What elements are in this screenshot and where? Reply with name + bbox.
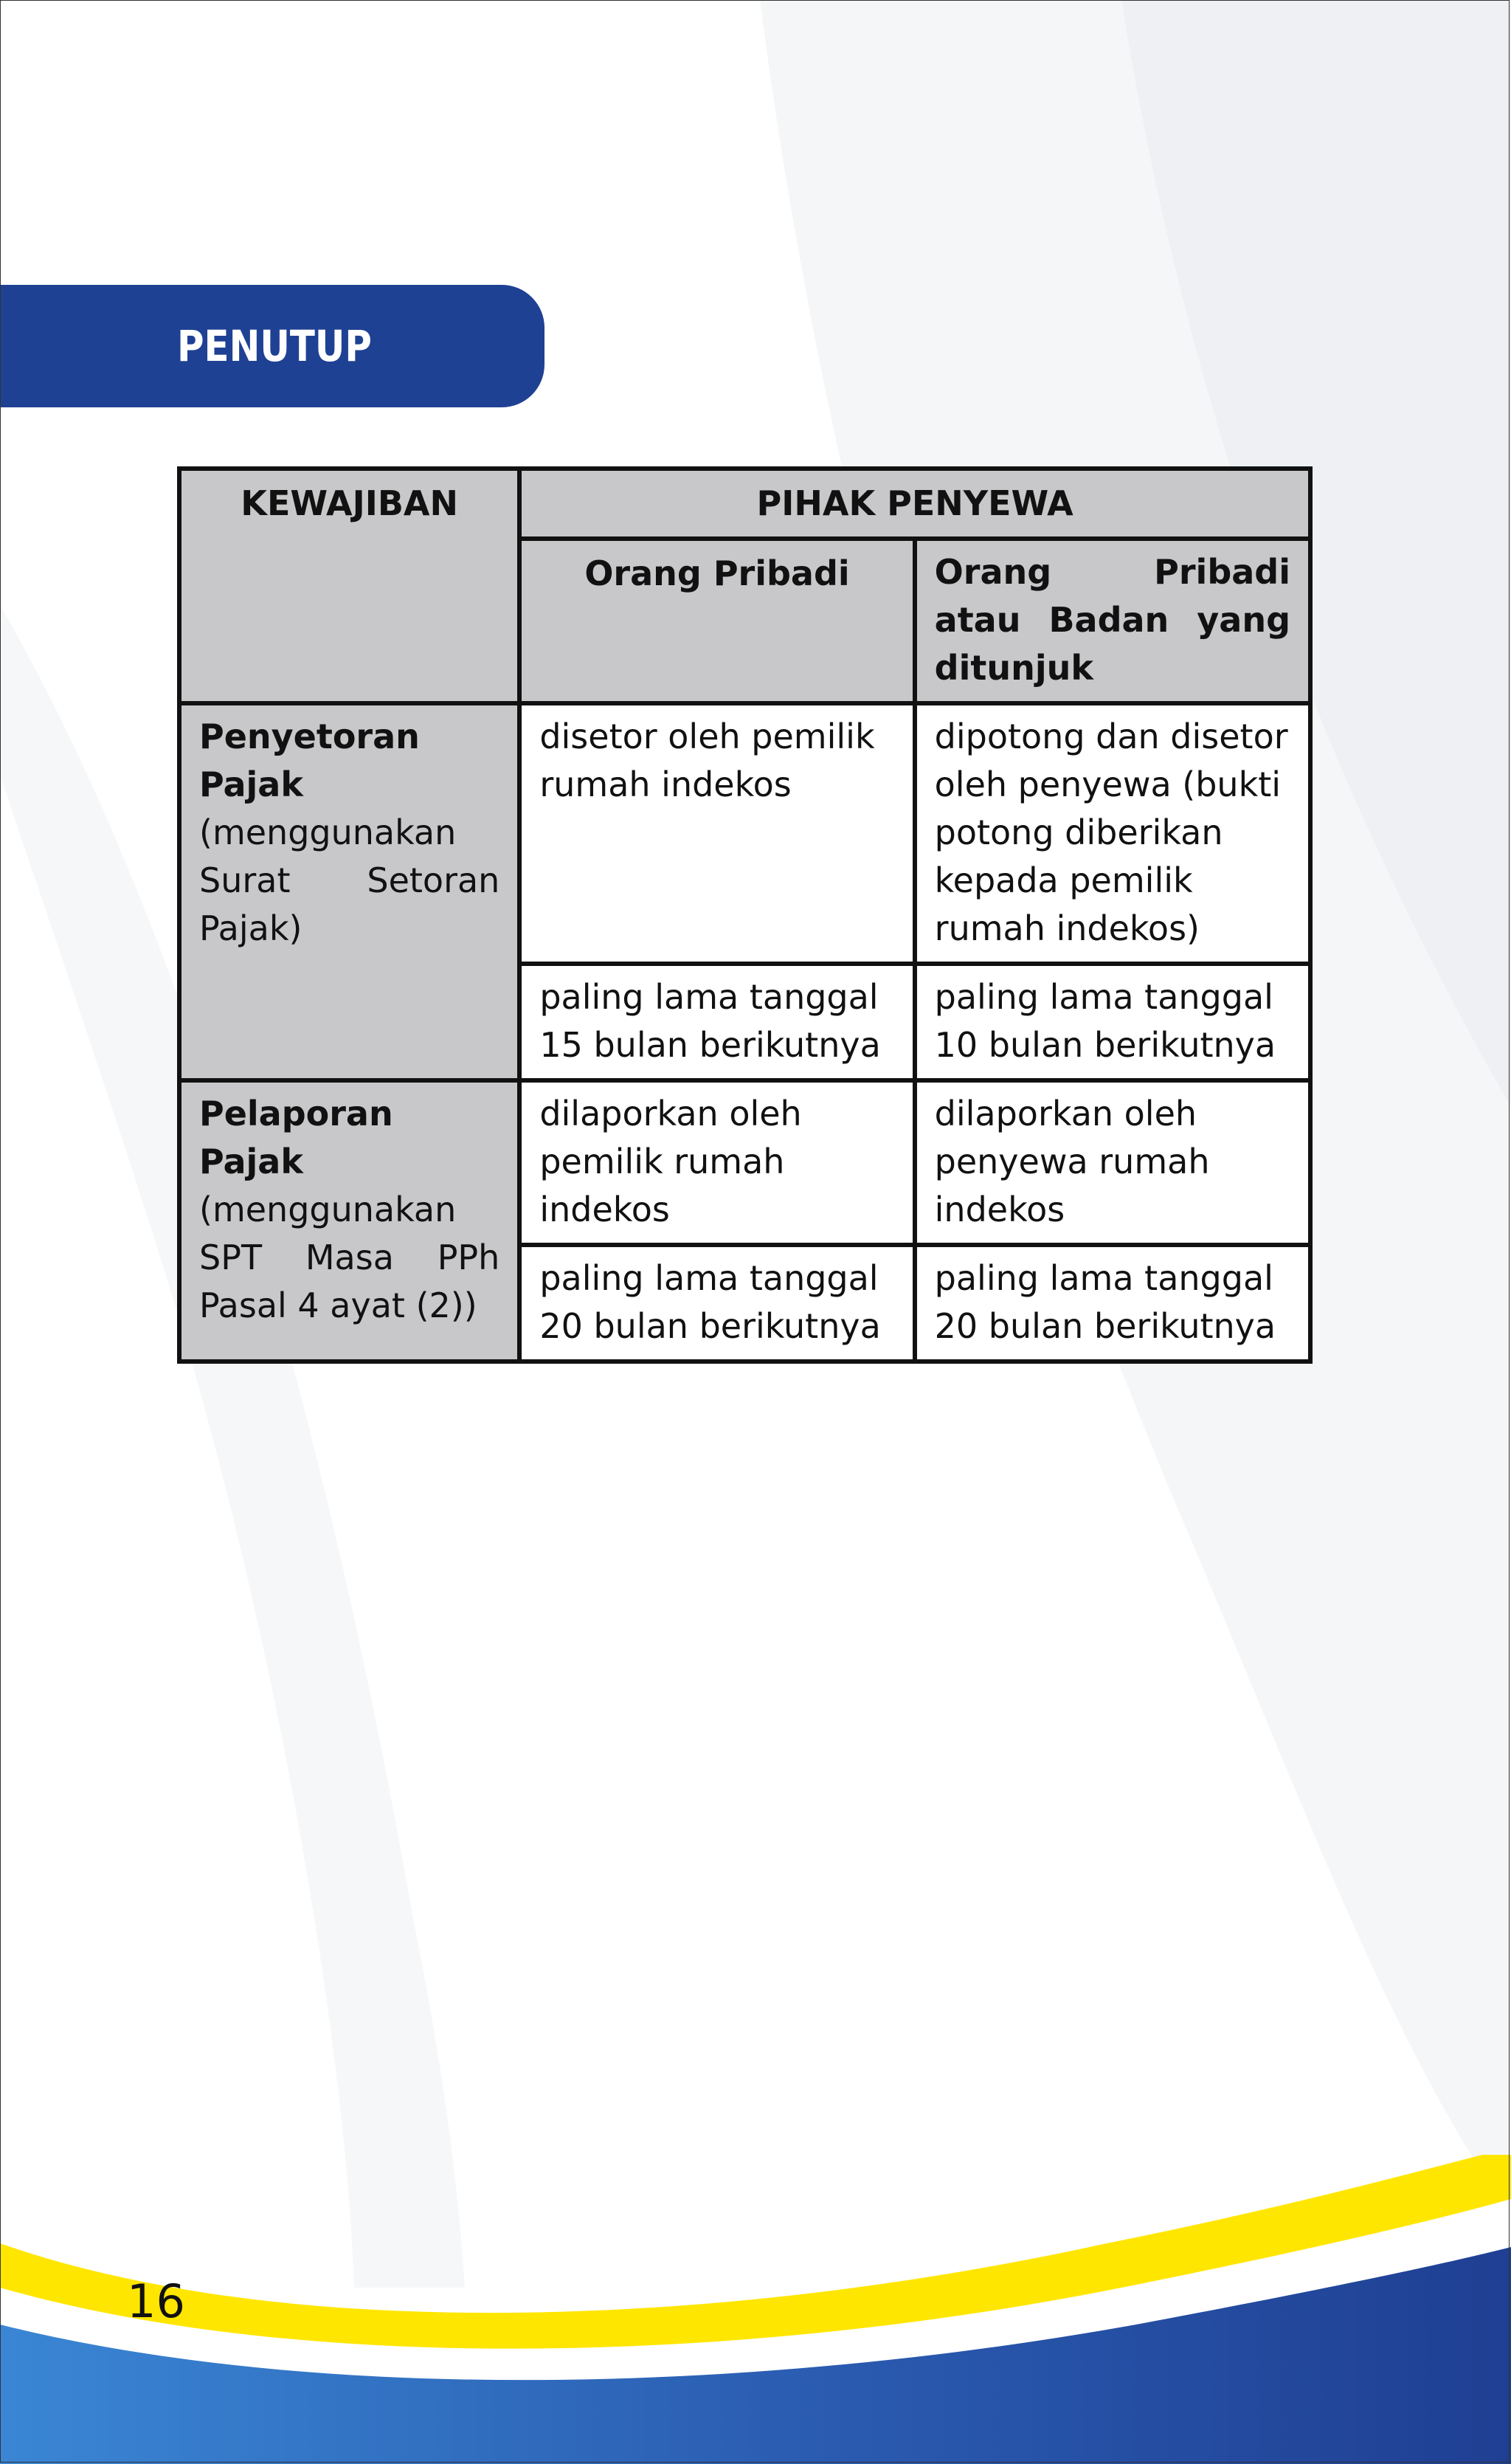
row-label-penyetoran <box>179 703 519 1080</box>
cell-penyetoran-pribadi-1: disetor oleh pemilik rumah indekos <box>519 703 914 964</box>
cell-pelaporan-pribadi-1: dilaporkan oleh pemilik rumah indekos <box>519 1080 914 1245</box>
pelaporan-title: Pelaporan Pajak <box>199 1094 393 1181</box>
page-number: 16 <box>127 2274 185 2328</box>
pelaporan-detail: (menggunakan SPT Masa PPh Pasal 4 ayat (2)) <box>199 1190 500 1325</box>
cell-penyetoran-badan-2: paling lama tanggal 10 bulan berikutnya <box>915 964 1310 1080</box>
penyetoran-title: Penyetoran Pajak <box>199 717 420 804</box>
cell-penyetoran-badan-1: dipotong dan disetor oleh penyewa (bukti potong diberikan kepada pemilik rumah indekos) <box>915 703 1310 964</box>
bottom-wave-decoration <box>0 2155 1511 2464</box>
penyetoran-detail: (menggunakan Surat Setoran Pajak) <box>199 812 500 948</box>
section-title: PENUTUP <box>177 321 372 371</box>
cell-penyetoran-pribadi-2: paling lama tanggal 15 bulan berikutnya <box>519 964 914 1080</box>
header-orang-pribadi: Orang Pribadi <box>519 539 914 703</box>
cell-pelaporan-badan-2: paling lama tanggal 20 bulan berikutnya <box>915 1245 1310 1362</box>
tax-obligations-table <box>177 466 1313 1364</box>
row-label-pelaporan <box>179 1080 519 1362</box>
section-header-tab <box>0 285 544 407</box>
header-orang-pribadi-badan: Orang Pribadi atau Badan yang ditunjuk <box>915 539 1310 703</box>
header-kewajiban: KEWAJIBAN <box>179 469 519 703</box>
table-row <box>179 703 1310 964</box>
table-header-row <box>179 469 1310 539</box>
cell-pelaporan-pribadi-2: paling lama tanggal 20 bulan berikutnya <box>519 1245 914 1362</box>
header-pihak-penyewa: PIHAK PENYEWA <box>519 469 1310 539</box>
table-row <box>179 1080 1310 1245</box>
cell-pelaporan-badan-1: dilaporkan oleh penyewa rumah indekos <box>915 1080 1310 1245</box>
